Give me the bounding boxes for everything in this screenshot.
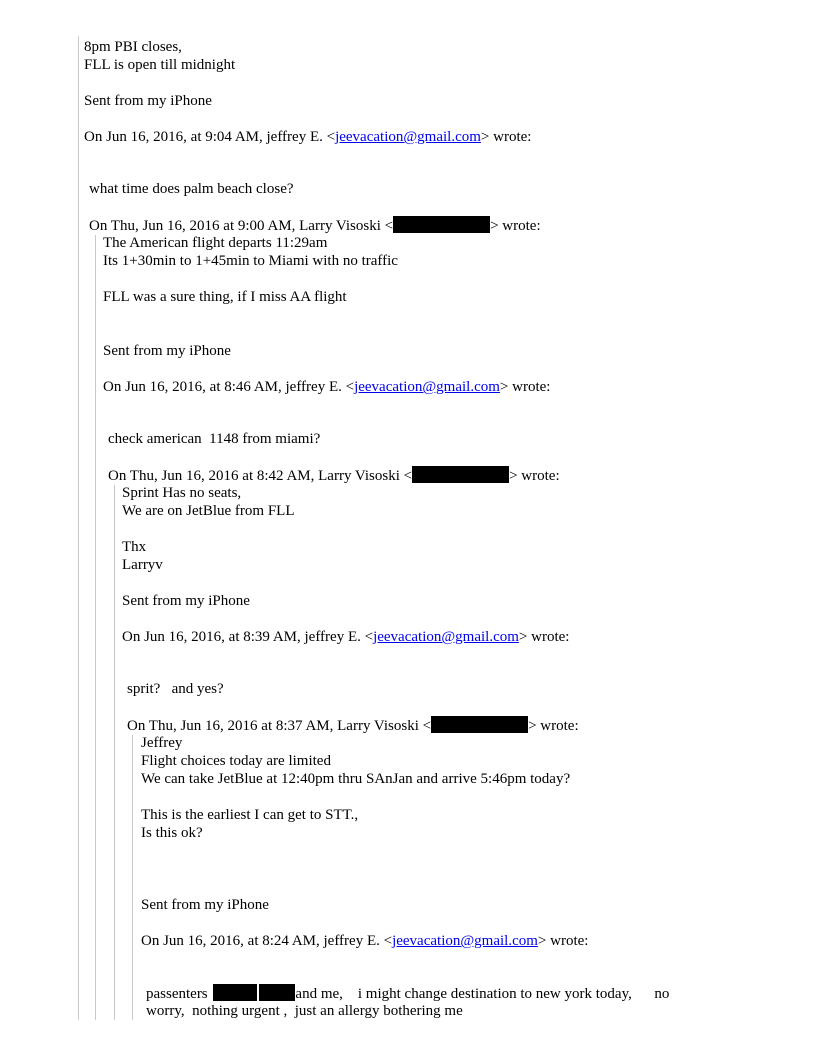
email-link[interactable]: jeevacation@gmail.com: [392, 933, 538, 949]
quote-header: On Jun 16, 2016, at 8:46 AM, jeffrey E. <jeevacation@gmail.com> wrote:: [103, 379, 551, 395]
quote-header: On Jun 16, 2016, at 9:04 AM, jeffrey E. <jeevacation@gmail.com> wrote:: [84, 129, 532, 145]
body-line: This is the earliest I can get to STT.,: [141, 807, 359, 823]
redaction-block: [393, 216, 490, 233]
redaction-block: [431, 716, 528, 733]
signature-line: Sent from my iPhone: [141, 897, 269, 913]
redaction-block: [259, 984, 295, 1001]
email-link[interactable]: jeevacation@gmail.com: [354, 379, 500, 395]
redaction-block: [213, 984, 257, 1001]
body-line: Is this ok?: [141, 825, 203, 841]
body-line: FLL was a sure thing, if I miss AA flight: [103, 289, 347, 305]
body-line: 8pm PBI closes,: [84, 39, 182, 55]
body-line: Its 1+30min to 1+45min to Miami with no traffic: [103, 253, 398, 269]
quote-header: On Thu, Jun 16, 2016 at 8:37 AM, Larry Visoski < > wrote:: [127, 718, 579, 734]
body-line: Flight choices today are limited: [141, 753, 331, 769]
quote-header: On Thu, Jun 16, 2016 at 8:42 AM, Larry Visoski < > wrote:: [108, 468, 560, 484]
signature-line: Sent from my iPhone: [84, 93, 212, 109]
body-line: Sprint Has no seats,: [122, 485, 242, 501]
email-link[interactable]: jeevacation@gmail.com: [335, 129, 481, 145]
quote-header: On Jun 16, 2016, at 8:24 AM, jeffrey E. <jeevacation@gmail.com> wrote:: [141, 933, 589, 949]
quote-header: On Jun 16, 2016, at 8:39 AM, jeffrey E. <jeevacation@gmail.com> wrote:: [122, 629, 570, 645]
quote-bar-level-3: [114, 485, 115, 1020]
body-line: The American flight departs 11:29am: [103, 235, 328, 251]
signature-line: Sent from my iPhone: [103, 343, 231, 359]
signature-line: Sent from my iPhone: [122, 593, 250, 609]
email-link[interactable]: jeevacation@gmail.com: [373, 629, 519, 645]
body-line: what time does palm beach close?: [89, 181, 294, 197]
body-line: passenters and me, i might change destination to new york today, no: [146, 986, 670, 1002]
quote-bar-level-1: [78, 36, 79, 1020]
quote-header: On Thu, Jun 16, 2016 at 9:00 AM, Larry Visoski < > wrote:: [89, 218, 541, 234]
body-line: We can take JetBlue at 12:40pm thru SAnJan and arrive 5:46pm today?: [141, 771, 571, 787]
body-line: Jeffrey: [141, 735, 183, 751]
body-line: We are on JetBlue from FLL: [122, 503, 295, 519]
body-line: sprit? and yes?: [127, 681, 224, 697]
quote-bar-level-2: [95, 235, 96, 1020]
body-line: FLL is open till midnight: [84, 57, 236, 73]
redaction-block: [412, 466, 509, 483]
quote-bar-level-4: [132, 735, 133, 1020]
body-line: check american 1148 from miami?: [108, 431, 321, 447]
body-line: Thx: [122, 539, 147, 555]
body-line: Larryv: [122, 557, 163, 573]
body-line: worry, nothing urgent , just an allergy bothering me: [146, 1003, 463, 1019]
